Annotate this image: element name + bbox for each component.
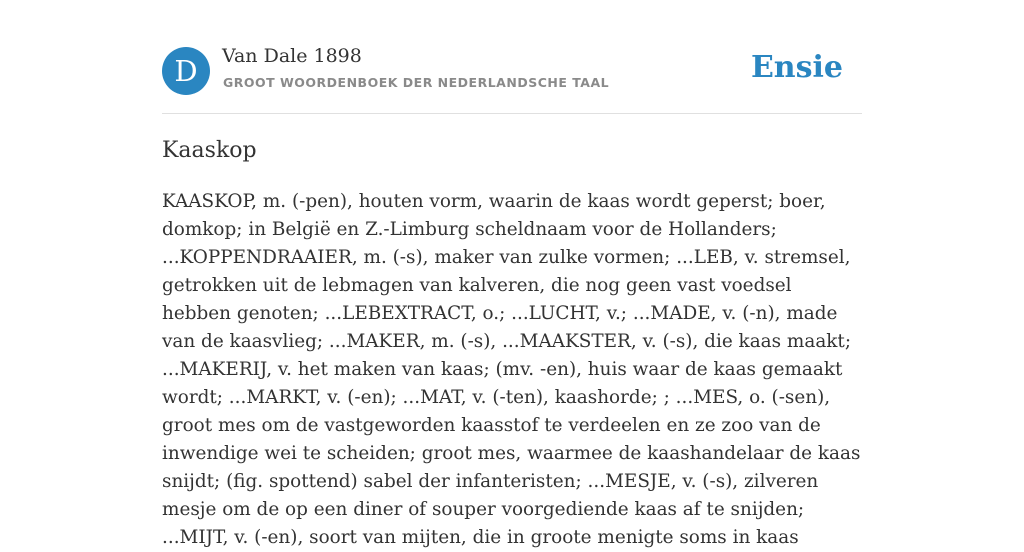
ensie-logo-link[interactable]: Ensie [750, 50, 843, 85]
dictionary-header [162, 0, 862, 114]
page-container [162, 0, 862, 548]
entry-definition: KAASKOP, m. (-pen), houten vorm, waarin de kaas wordt geperst; boer, domkop; in België en Z.-Limburg scheldnaam voor de Hollanders; ...KOPPENDRAAIER, m. (-s), maker van zulke vormen; ...LEB, v. stremsel, getrokken uit de lebmagen van kalveren, die nog geen vast voedsel hebben genoten; ...LEBEXTRACT, o.; ...LUCHT, v.; ...MADE, v. (-n), made van de kaasvlieg; ...MAKER, m. (-s), ...MAAKSTER, v. (-s), die kaas maakt; ...MAKERIJ, v. het maken van kaas; (mv. -en), huis waar de kaas gemaakt wordt; ...MARKT, v. (-en); ...MAT, v. (-ten), kaashorde; ; ...MES, o. (-sen), groot mes om de vastgeworden kaasstof te verdeelen en ze zoo van de inwendige wei te scheiden; groot mes, waarmee de kaashandelaar de kaas snijdt; (fig. spottend) sabel der infanteristen; ...MESJE, v. (-s), zilveren mesje om de op een diner of souper voorgediende kaas af te snijden; ...MIJT, v. (-en), soort van mijten, die in groote menigte soms in kaas [162, 191, 861, 548]
dictionary-subtitle: GROOT WOORDENBOEK DER NEDERLANDSCHE TAAL [223, 75, 610, 90]
dictionary-name[interactable]: Van Dale 1898 [222, 45, 362, 67]
entry-title: Kaaskop [162, 138, 257, 163]
dictionary-logo[interactable]: D [162, 47, 210, 95]
